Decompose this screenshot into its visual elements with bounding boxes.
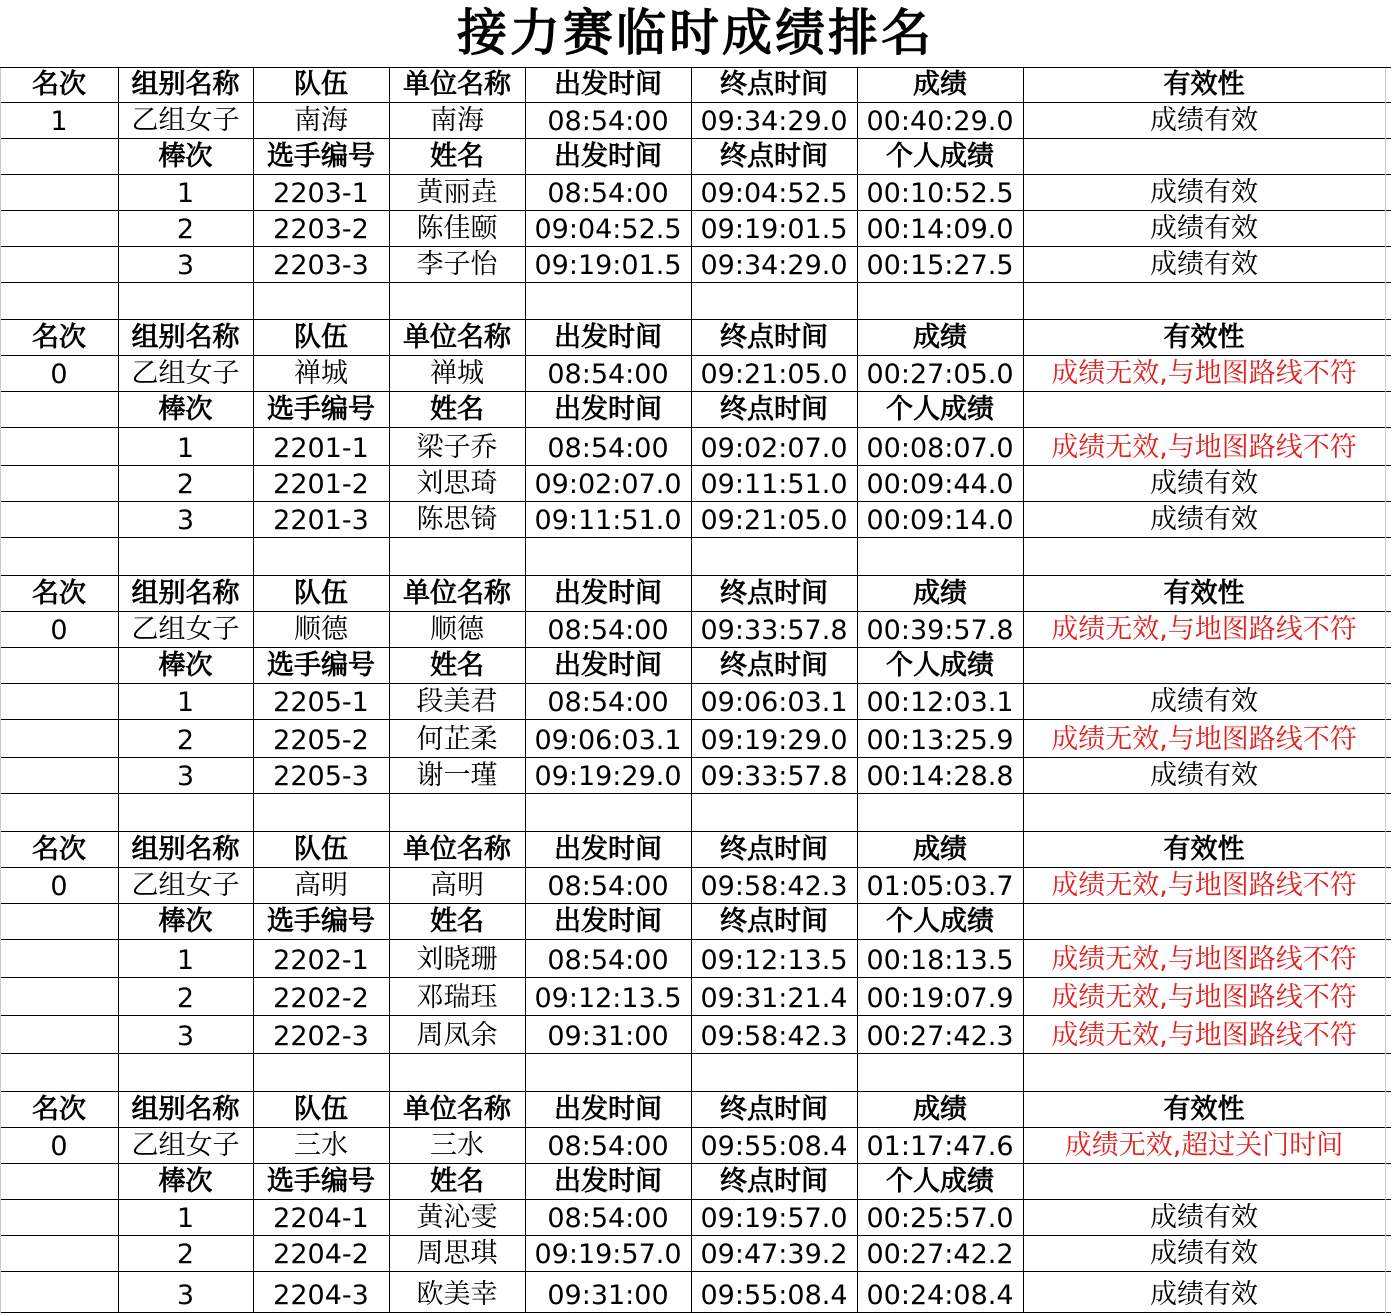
leg-finish-cell: 09:19:29.0: [700, 725, 848, 756]
finish-header: 终点时间: [720, 322, 828, 353]
rank-cell: 1: [50, 106, 68, 137]
leg-start-cell: 09:19:57.0: [534, 1239, 682, 1270]
leg-finish-cell: 09:55:08.4: [700, 1280, 848, 1311]
athlete-name-cell: 陈佳颐: [416, 213, 498, 244]
leg-finish-cell: 09:11:51.0: [700, 469, 848, 500]
leg-start-cell: 09:06:03.1: [534, 725, 682, 756]
leg-row: [0, 1272, 1391, 1313]
result-cell: 00:27:05.0: [866, 359, 1014, 390]
group-header: 组别名称: [131, 1094, 240, 1125]
athlete-id-header: 选手编号: [267, 394, 375, 425]
leg-validity-cell: 成绩有效: [1150, 1238, 1258, 1269]
finish-cell: 09:33:57.8: [700, 615, 848, 646]
validity-cell: 成绩无效,与地图路线不符: [1051, 358, 1357, 389]
validity-cell: 成绩有效: [1150, 105, 1258, 136]
athlete-name-header: 姓名: [430, 141, 484, 172]
start-cell: 08:54:00: [547, 1131, 669, 1162]
leg-start-cell: 08:54:00: [547, 178, 669, 209]
leg-finish-cell: 09:19:01.5: [700, 214, 848, 245]
athlete-id-cell: 2203-1: [273, 178, 369, 209]
team-header: 队伍: [294, 1094, 348, 1125]
column-divider: [691, 68, 692, 1313]
validity-cell: 成绩无效,超过关门时间: [1064, 1130, 1344, 1161]
unit-header: 单位名称: [403, 1094, 511, 1125]
leg-number-cell: 2: [176, 725, 195, 756]
leg-result-header: 个人成绩: [886, 394, 994, 425]
table-top-border: [0, 67, 1391, 68]
leg-number-cell: 1: [176, 687, 195, 718]
unit-cell: 高明: [430, 870, 484, 901]
leg-finish-header: 终点时间: [720, 1166, 828, 1197]
column-divider: [525, 68, 526, 1313]
rank-cell: 0: [50, 359, 68, 390]
athlete-id-cell: 2201-3: [273, 505, 369, 536]
start-cell: 08:54:00: [547, 359, 669, 390]
column-divider: [857, 68, 858, 1313]
leg-header-row: [0, 904, 1391, 940]
leg-finish-cell: 09:19:57.0: [700, 1203, 848, 1234]
leg-start-header: 出发时间: [554, 906, 662, 937]
finish-header: 终点时间: [720, 834, 828, 865]
leg-validity-cell: 成绩有效: [1150, 177, 1258, 208]
athlete-id-cell: 2204-2: [273, 1239, 369, 1270]
athlete-name-cell: 谢一瑾: [416, 760, 498, 791]
leg-header: 棒次: [158, 906, 213, 937]
result-cell: 00:40:29.0: [866, 106, 1014, 137]
leg-finish-cell: 09:06:03.1: [700, 687, 848, 718]
athlete-id-cell: 2201-1: [273, 433, 369, 464]
leg-finish-header: 终点时间: [720, 141, 828, 172]
athlete-id-cell: 2203-2: [273, 214, 369, 245]
finish-header: 终点时间: [720, 69, 828, 100]
leg-validity-cell: 成绩有效: [1150, 760, 1258, 791]
validity-header: 有效性: [1163, 578, 1245, 609]
leg-number-cell: 2: [176, 214, 195, 245]
leg-validity-cell: 成绩有效: [1150, 1279, 1258, 1310]
start-cell: 08:54:00: [547, 871, 669, 902]
athlete-name-header: 姓名: [430, 1166, 484, 1197]
athlete-id-cell: 2202-1: [273, 945, 369, 976]
leg-start-cell: 09:31:00: [547, 1021, 669, 1052]
athlete-id-cell: 2205-2: [273, 725, 369, 756]
leg-validity-cell: 成绩无效,与地图路线不符: [1051, 432, 1357, 463]
leg-finish-cell: 09:12:13.5: [700, 945, 848, 976]
column-divider: [1023, 68, 1024, 1313]
start-header: 出发时间: [554, 834, 662, 865]
athlete-id-cell: 2202-3: [273, 1021, 369, 1052]
unit-header: 单位名称: [403, 578, 511, 609]
leg-result-header: 个人成绩: [886, 650, 994, 681]
leg-finish-cell: 09:02:07.0: [700, 433, 848, 464]
athlete-name-cell: 梁子乔: [416, 432, 498, 463]
leg-start-cell: 08:54:00: [547, 433, 669, 464]
athlete-name-cell: 何芷柔: [416, 724, 498, 755]
team-cell: 禅城: [294, 358, 348, 389]
validity-header: 有效性: [1163, 834, 1245, 865]
result-header: 成绩: [913, 322, 967, 353]
athlete-id-header: 选手编号: [267, 650, 375, 681]
unit-header: 单位名称: [403, 834, 511, 865]
leg-start-cell: 09:19:29.0: [534, 761, 682, 792]
column-divider: [118, 68, 119, 1313]
team-header: 队伍: [294, 322, 348, 353]
leg-row: [0, 684, 1391, 720]
rank-header: 名次: [32, 1094, 86, 1125]
rank-cell: 0: [50, 615, 68, 646]
group-cell: 乙组女子: [131, 614, 240, 645]
leg-result-cell: 00:14:09.0: [866, 214, 1014, 245]
athlete-id-cell: 2201-2: [273, 469, 369, 500]
column-divider: [1385, 68, 1386, 1313]
group-header: 组别名称: [131, 834, 240, 865]
start-cell: 08:54:00: [547, 106, 669, 137]
leg-number-cell: 1: [176, 945, 195, 976]
leg-result-cell: 00:09:44.0: [866, 469, 1014, 500]
leg-row: [0, 940, 1391, 978]
unit-header: 单位名称: [403, 69, 511, 100]
leg-result-cell: 00:27:42.3: [866, 1021, 1014, 1052]
athlete-id-cell: 2202-2: [273, 983, 369, 1014]
leg-row: [0, 978, 1391, 1016]
leg-finish-cell: 09:58:42.3: [700, 1021, 848, 1052]
rank-header: 名次: [32, 322, 86, 353]
start-header: 出发时间: [554, 1094, 662, 1125]
leg-row: [0, 502, 1391, 538]
leg-number-cell: 3: [176, 505, 195, 536]
start-header: 出发时间: [554, 69, 662, 100]
finish-cell: 09:58:42.3: [700, 871, 848, 902]
result-cell: 01:17:47.6: [866, 1131, 1014, 1162]
group-cell: 乙组女子: [131, 870, 240, 901]
leg-finish-cell: 09:21:05.0: [700, 505, 848, 536]
leg-result-header: 个人成绩: [886, 1166, 994, 1197]
leg-start-header: 出发时间: [554, 141, 662, 172]
team-header: 队伍: [294, 834, 348, 865]
group-cell: 乙组女子: [131, 358, 240, 389]
validity-header: 有效性: [1163, 69, 1245, 100]
group-cell: 乙组女子: [131, 105, 240, 136]
group-header: 组别名称: [131, 322, 240, 353]
athlete-id-cell: 2203-3: [273, 250, 369, 281]
leg-start-cell: 09:11:51.0: [534, 505, 682, 536]
result-header: 成绩: [913, 834, 967, 865]
leg-number-cell: 3: [176, 250, 195, 281]
leg-result-cell: 00:19:07.9: [866, 983, 1014, 1014]
finish-cell: 09:34:29.0: [700, 106, 848, 137]
leg-finish-cell: 09:34:29.0: [700, 250, 848, 281]
athlete-id-header: 选手编号: [267, 906, 375, 937]
athlete-name-cell: 刘晓珊: [416, 944, 498, 975]
page-title: 接力赛临时成绩排名: [457, 4, 934, 62]
athlete-name-cell: 欧美幸: [416, 1279, 498, 1310]
athlete-id-cell: 2204-1: [273, 1203, 369, 1234]
leg-start-cell: 08:54:00: [547, 687, 669, 718]
finish-cell: 09:55:08.4: [700, 1131, 848, 1162]
team-header: 队伍: [294, 578, 348, 609]
leg-number-cell: 2: [176, 469, 195, 500]
leg-start-cell: 09:31:00: [547, 1280, 669, 1311]
validity-header: 有效性: [1163, 1094, 1245, 1125]
athlete-name-cell: 黄沁雯: [416, 1202, 498, 1233]
leg-result-cell: 00:24:08.4: [866, 1280, 1014, 1311]
start-cell: 08:54:00: [547, 615, 669, 646]
leg-number-cell: 3: [176, 1021, 195, 1052]
leg-row: [0, 758, 1391, 794]
group-header: 组别名称: [131, 578, 240, 609]
result-cell: 01:05:03.7: [866, 871, 1014, 902]
leg-validity-cell: 成绩有效: [1150, 504, 1258, 535]
validity-cell: 成绩无效,与地图路线不符: [1051, 870, 1357, 901]
group-header: 组别名称: [131, 69, 240, 100]
leg-finish-cell: 09:47:39.2: [700, 1239, 848, 1270]
result-header: 成绩: [913, 1094, 967, 1125]
athlete-id-header: 选手编号: [267, 141, 375, 172]
leg-start-cell: 09:19:01.5: [534, 250, 682, 281]
unit-cell: 禅城: [430, 358, 484, 389]
leg-result-cell: 00:15:27.5: [866, 250, 1014, 281]
team-header: 队伍: [294, 69, 348, 100]
leg-result-cell: 00:12:03.1: [866, 687, 1014, 718]
leg-validity-cell: 成绩有效: [1150, 213, 1258, 244]
leg-number-cell: 1: [176, 178, 195, 209]
rank-cell: 0: [50, 1131, 68, 1162]
team-cell: 三水: [294, 1130, 348, 1161]
finish-header: 终点时间: [720, 578, 828, 609]
leg-number-cell: 2: [176, 1239, 195, 1270]
leg-number-cell: 3: [176, 1280, 195, 1311]
result-header: 成绩: [913, 69, 967, 100]
athlete-id-cell: 2204-3: [273, 1280, 369, 1311]
leg-validity-cell: 成绩有效: [1150, 1202, 1258, 1233]
leg-start-cell: 08:54:00: [547, 1203, 669, 1234]
leg-start-header: 出发时间: [554, 394, 662, 425]
leg-validity-cell: 成绩有效: [1150, 249, 1258, 280]
athlete-name-header: 姓名: [430, 650, 484, 681]
leg-header: 棒次: [158, 141, 213, 172]
athlete-id-header: 选手编号: [267, 1166, 375, 1197]
leg-validity-cell: 成绩有效: [1150, 686, 1258, 717]
leg-row: [0, 1016, 1391, 1054]
leg-finish-cell: 09:33:57.8: [700, 761, 848, 792]
column-divider: [253, 68, 254, 1313]
validity-header: 有效性: [1163, 322, 1245, 353]
leg-finish-header: 终点时间: [720, 906, 828, 937]
athlete-id-cell: 2205-3: [273, 761, 369, 792]
athlete-name-header: 姓名: [430, 394, 484, 425]
start-header: 出发时间: [554, 578, 662, 609]
leg-result-cell: 00:18:13.5: [866, 945, 1014, 976]
leg-finish-cell: 09:31:21.4: [700, 983, 848, 1014]
rank-header: 名次: [32, 834, 86, 865]
result-header: 成绩: [913, 578, 967, 609]
start-header: 出发时间: [554, 322, 662, 353]
team-cell: 南海: [294, 105, 348, 136]
athlete-name-cell: 李子怡: [416, 249, 498, 280]
athlete-name-cell: 邓瑞珏: [416, 982, 498, 1013]
leg-finish-header: 终点时间: [720, 650, 828, 681]
athlete-name-cell: 陈思锜: [416, 504, 498, 535]
leg-number-cell: 1: [176, 1203, 195, 1234]
leg-result-header: 个人成绩: [886, 141, 994, 172]
result-cell: 00:39:57.8: [866, 615, 1014, 646]
leg-number-cell: 2: [176, 983, 195, 1014]
leg-validity-cell: 成绩有效: [1150, 468, 1258, 499]
leg-row: [0, 247, 1391, 283]
leg-result-cell: 00:13:25.9: [866, 725, 1014, 756]
athlete-name-cell: 周凤余: [416, 1020, 498, 1051]
leg-validity-cell: 成绩无效,与地图路线不符: [1051, 982, 1357, 1013]
team-cell: 顺德: [294, 614, 348, 645]
unit-cell: 顺德: [430, 614, 484, 645]
leg-start-cell: 09:12:13.5: [534, 983, 682, 1014]
leg-result-cell: 00:10:52.5: [866, 178, 1014, 209]
leg-number-cell: 1: [176, 433, 195, 464]
rank-cell: 0: [50, 871, 68, 902]
leg-header: 棒次: [158, 394, 213, 425]
rank-header: 名次: [32, 69, 86, 100]
unit-cell: 三水: [430, 1130, 484, 1161]
leg-number-cell: 3: [176, 761, 195, 792]
leg-start-header: 出发时间: [554, 1166, 662, 1197]
leg-validity-cell: 成绩无效,与地图路线不符: [1051, 944, 1357, 975]
leg-result-cell: 00:27:42.2: [866, 1239, 1014, 1270]
athlete-name-header: 姓名: [430, 906, 484, 937]
finish-header: 终点时间: [720, 1094, 828, 1125]
unit-cell: 南海: [430, 105, 484, 136]
leg-result-cell: 00:25:57.0: [866, 1203, 1014, 1234]
column-divider: [389, 68, 390, 1313]
leg-result-cell: 00:09:14.0: [866, 505, 1014, 536]
validity-cell: 成绩无效,与地图路线不符: [1051, 614, 1357, 645]
leg-header: 棒次: [158, 650, 213, 681]
athlete-name-cell: 黄丽垚: [416, 177, 498, 208]
leg-result-cell: 00:08:07.0: [866, 433, 1014, 464]
group-cell: 乙组女子: [131, 1130, 240, 1161]
leg-validity-cell: 成绩无效,与地图路线不符: [1051, 724, 1357, 755]
athlete-name-cell: 段美君: [416, 686, 498, 717]
team-cell: 高明: [294, 870, 348, 901]
leg-start-cell: 09:04:52.5: [534, 214, 682, 245]
leg-header-row: [0, 392, 1391, 428]
leg-validity-cell: 成绩无效,与地图路线不符: [1051, 1020, 1357, 1051]
athlete-name-cell: 刘思琦: [416, 468, 498, 499]
unit-header: 单位名称: [403, 322, 511, 353]
leg-start-cell: 09:02:07.0: [534, 469, 682, 500]
leg-row: [0, 1236, 1391, 1272]
leg-result-header: 个人成绩: [886, 906, 994, 937]
athlete-name-cell: 周思琪: [416, 1238, 498, 1269]
leg-finish-header: 终点时间: [720, 394, 828, 425]
leg-result-cell: 00:14:28.8: [866, 761, 1014, 792]
leg-start-header: 出发时间: [554, 650, 662, 681]
leg-start-cell: 08:54:00: [547, 945, 669, 976]
athlete-id-cell: 2205-1: [273, 687, 369, 718]
leg-finish-cell: 09:04:52.5: [700, 178, 848, 209]
finish-cell: 09:21:05.0: [700, 359, 848, 390]
leg-header: 棒次: [158, 1166, 213, 1197]
column-divider: [0, 68, 1, 1313]
rank-header: 名次: [32, 578, 86, 609]
